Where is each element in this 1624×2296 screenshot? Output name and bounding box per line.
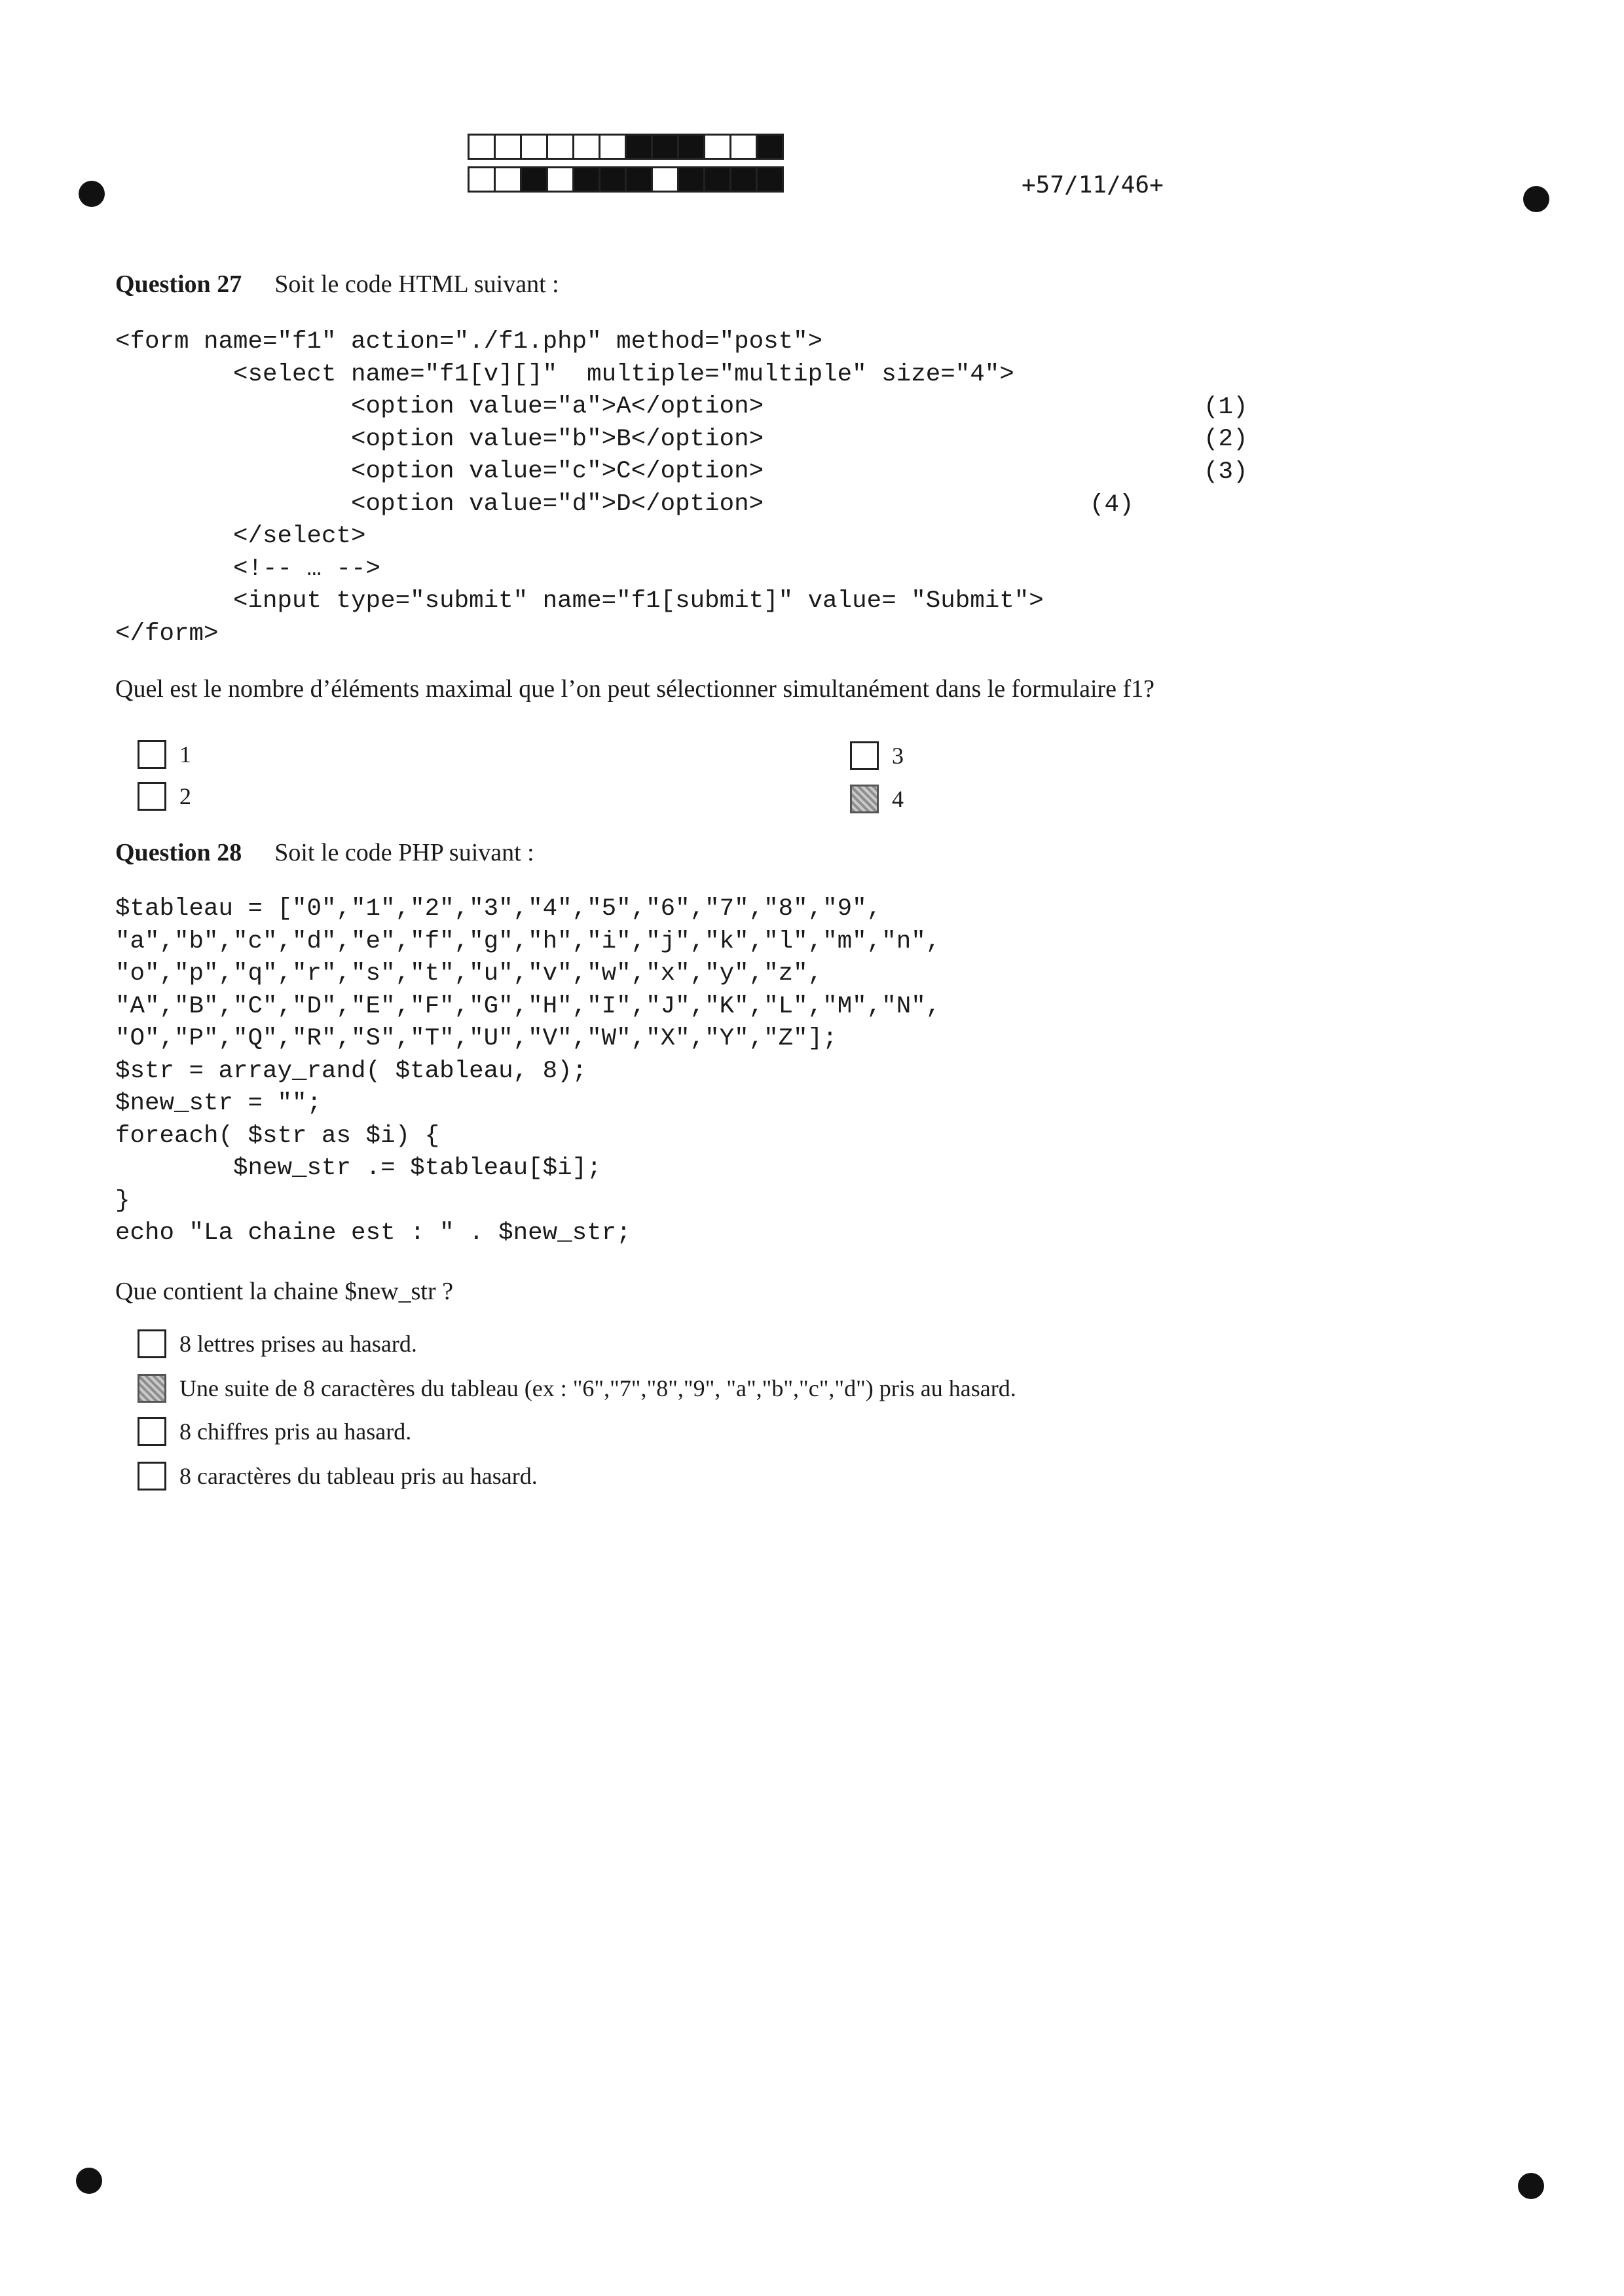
option-label: 1 <box>179 741 191 768</box>
code-line: <option value="d">D</option> <box>115 490 764 518</box>
answer-option[interactable] <box>138 1462 538 1491</box>
checkbox[interactable] <box>138 740 166 769</box>
checkbox[interactable] <box>138 782 166 811</box>
answer-option-selected[interactable] <box>850 785 904 813</box>
answer-option-selected[interactable] <box>138 1374 1016 1403</box>
page-barcode <box>468 134 782 199</box>
registration-mark-bottom-left <box>76 2168 102 2194</box>
registration-mark-bottom-right <box>1518 2173 1544 2199</box>
code-line: $tableau = ["0","1","2","3","4","5","6","7","8","9", <box>115 895 882 923</box>
question-intro: Soit le code HTML suivant : <box>274 270 559 298</box>
barcode-cell <box>677 134 705 160</box>
question-28-text: Que contient la chaine $new_str ? <box>115 1278 453 1305</box>
barcode-cell <box>494 166 522 193</box>
code-line: "O","P","Q","R","S","T","U","V","W","X","Y","Z"]; <box>115 1025 838 1052</box>
question-intro: Soit le code PHP suivant : <box>274 839 534 866</box>
code-line: foreach( $str as $i) { <box>115 1122 440 1150</box>
checkbox-checked[interactable] <box>138 1374 166 1403</box>
code-line: "A","B","C","D","E","F","G","H","I","J","K","L","M","N", <box>115 992 941 1020</box>
code-line: </form> <box>115 620 219 648</box>
question-28-heading <box>115 838 534 867</box>
barcode-cell <box>599 166 627 193</box>
answer-option[interactable] <box>138 1329 417 1358</box>
checkbox[interactable] <box>850 741 879 770</box>
barcode-cell <box>572 134 600 160</box>
line-number-label: (4) <box>1090 491 1134 519</box>
code-line: <option value="c">C</option> <box>115 458 764 485</box>
barcode-cell <box>625 134 653 160</box>
code-line: <!-- … --> <box>115 555 381 583</box>
question-27-text: Quel est le nombre d’éléments maximal que l’on peut sélectionner simultanément dans le formulaire f1? <box>115 675 1155 703</box>
html-code-block <box>115 326 1044 650</box>
line-number-label: (3) <box>1204 458 1248 486</box>
barcode-cell <box>468 166 496 193</box>
code-line: <option value="b">B</option> <box>115 425 764 453</box>
code-line: $str = array_rand( $tableau, 8); <box>115 1057 587 1085</box>
option-label: 4 <box>892 786 904 812</box>
answer-option[interactable] <box>138 1417 411 1446</box>
php-code-block <box>115 893 940 1250</box>
code-line: "o","p","q","r","s","t","u","v","w","x","y","z", <box>115 960 823 988</box>
barcode-cell <box>703 166 731 193</box>
checkbox[interactable] <box>138 1417 166 1446</box>
checkbox[interactable] <box>138 1462 166 1491</box>
barcode-cell <box>625 166 653 193</box>
page-id: +57/11/46+ <box>1022 172 1164 198</box>
option-label: 8 lettres prises au hasard. <box>179 1331 417 1357</box>
barcode-cell <box>651 166 679 193</box>
answer-option[interactable] <box>138 740 191 769</box>
option-label: 8 chiffres pris au hasard. <box>179 1418 412 1445</box>
barcode-cell <box>651 134 679 160</box>
checkbox[interactable] <box>138 1329 166 1358</box>
barcode-cell <box>729 134 758 160</box>
line-number-label: (1) <box>1204 394 1248 421</box>
question-label: Question 27 <box>115 270 242 298</box>
barcode-row <box>468 166 782 193</box>
code-line: $new_str = ""; <box>115 1090 322 1117</box>
code-line: </select> <box>115 523 366 550</box>
barcode-cell <box>599 134 627 160</box>
checkbox-checked[interactable] <box>850 785 879 813</box>
option-label: 8 caractères du tableau pris au hasard. <box>179 1463 538 1489</box>
code-line: <option value="a">A</option> <box>115 393 764 420</box>
code-line: <select name="f1[v][]" multiple="multiple" size="4"> <box>115 360 1014 388</box>
barcode-cell <box>677 166 705 193</box>
code-line: $new_str .= $tableau[$i]; <box>115 1155 602 1182</box>
answer-option[interactable] <box>138 782 191 811</box>
barcode-cell <box>520 134 548 160</box>
answer-option[interactable] <box>850 741 904 770</box>
barcode-row <box>468 134 782 160</box>
code-line: <input type="submit" name="f1[submit]" value= "Submit"> <box>115 587 1044 615</box>
barcode-cell <box>756 134 784 160</box>
barcode-cell <box>572 166 600 193</box>
barcode-cell <box>546 134 574 160</box>
code-line: "a","b","c","d","e","f","g","h","i","j","k","l","m","n", <box>115 927 941 955</box>
barcode-cell <box>703 134 731 160</box>
question-27-heading <box>115 270 559 299</box>
option-label: 2 <box>179 783 191 809</box>
code-line: } <box>115 1187 130 1215</box>
barcode-cell <box>756 166 784 193</box>
option-label: 3 <box>892 743 904 769</box>
code-line: echo "La chaine est : " . $new_str; <box>115 1219 631 1247</box>
barcode-cell <box>729 166 758 193</box>
option-label: Une suite de 8 caractères du tableau (ex : "6","7","8","9", "a","b","c","d") pris au hasard. <box>179 1375 1016 1401</box>
registration-mark-top-left <box>79 181 105 207</box>
line-number-label: (2) <box>1204 426 1248 453</box>
code-line: <form name="f1" action="./f1.php" method="post"> <box>115 328 823 356</box>
barcode-cell <box>494 134 522 160</box>
registration-mark-top-right <box>1523 186 1549 212</box>
barcode-cell <box>468 134 496 160</box>
barcode-cell <box>520 166 548 193</box>
question-label: Question 28 <box>115 839 242 866</box>
barcode-cell <box>546 166 574 193</box>
